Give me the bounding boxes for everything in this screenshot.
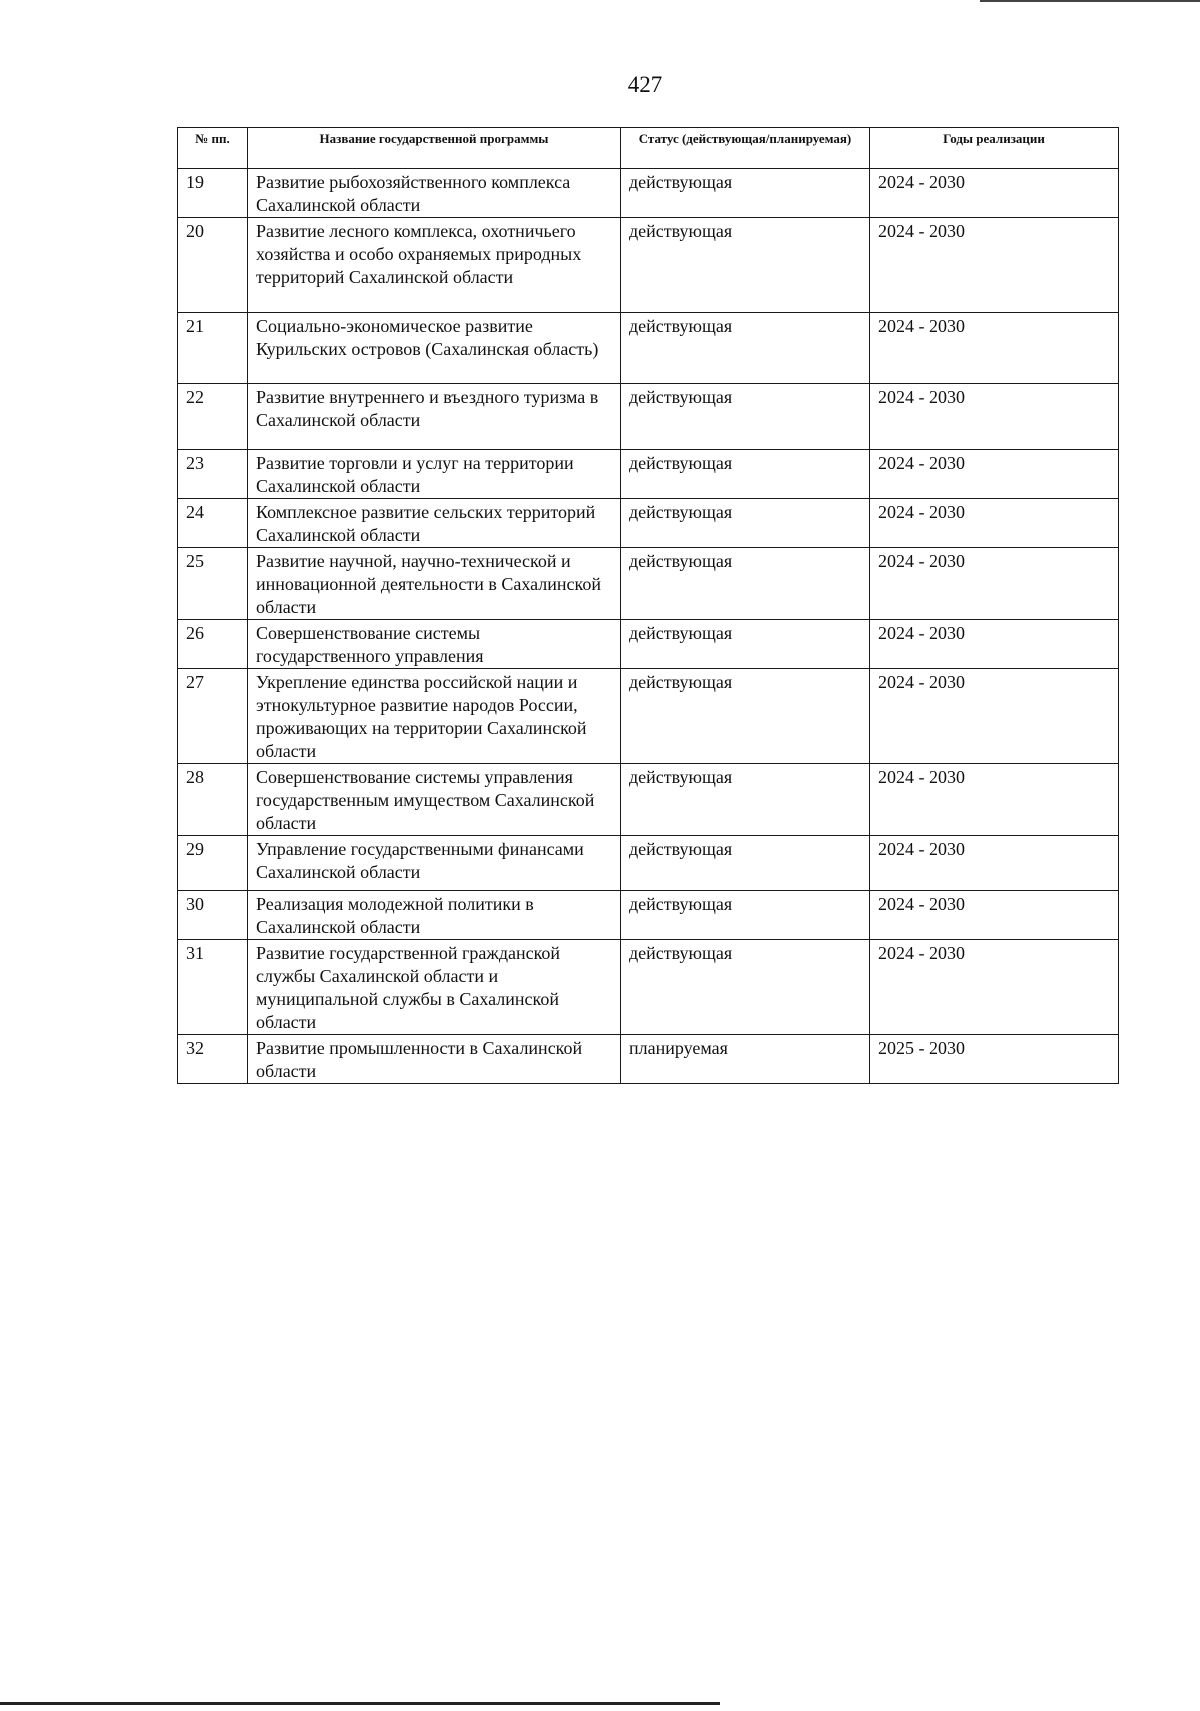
table-row: [178, 1035, 1119, 1084]
row-years: 2024 - 2030: [870, 169, 1119, 218]
row-status: действующая: [621, 169, 870, 218]
scan-edge-line-top: [980, 0, 1200, 2]
row-years: 2024 - 2030: [870, 836, 1119, 891]
table-row: [178, 384, 1119, 450]
table-row: [178, 548, 1119, 620]
row-status: действующая: [621, 499, 870, 548]
row-name: Развитие лесного комплекса, охотничьего хозяйства и особо охраняемых природных территорий Сахалинской области: [248, 218, 621, 313]
row-years: 2024 - 2030: [870, 940, 1119, 1035]
header-status: Статус (действующая/планируемая): [621, 128, 870, 169]
table-row: [178, 218, 1119, 313]
row-num: 24: [178, 499, 248, 548]
row-status: действующая: [621, 891, 870, 940]
row-num: 28: [178, 764, 248, 836]
row-years: 2024 - 2030: [870, 669, 1119, 764]
table-row: [178, 836, 1119, 891]
table-row: [178, 169, 1119, 218]
row-name: Совершенствование системы государственного управления: [248, 620, 621, 669]
table-row: [178, 313, 1119, 384]
row-status: действующая: [621, 764, 870, 836]
row-status: действующая: [621, 940, 870, 1035]
row-name: Развитие промышленности в Сахалинской области: [248, 1035, 621, 1084]
row-name: Развитие рыбохозяйственного комплекса Сахалинской области: [248, 169, 621, 218]
table-row: [178, 669, 1119, 764]
row-years: 2024 - 2030: [870, 384, 1119, 450]
header-num: № пп.: [178, 128, 248, 169]
row-years: 2024 - 2030: [870, 313, 1119, 384]
row-num: 20: [178, 218, 248, 313]
header-years: Годы реализации: [870, 128, 1119, 169]
row-status: действующая: [621, 620, 870, 669]
table-row: [178, 620, 1119, 669]
row-status: действующая: [621, 313, 870, 384]
row-name: Развитие научной, научно-технической и инновационной деятельности в Сахалинской области: [248, 548, 621, 620]
page-number: 427: [627, 72, 663, 97]
row-status: действующая: [621, 450, 870, 499]
row-years: 2024 - 2030: [870, 218, 1119, 313]
row-years: 2024 - 2030: [870, 548, 1119, 620]
row-years: 2025 - 2030: [870, 1035, 1119, 1084]
table-row: [178, 499, 1119, 548]
row-num: 26: [178, 620, 248, 669]
row-name: Комплексное развитие сельских территорий Сахалинской области: [248, 499, 621, 548]
header-name: Название государственной программы: [248, 128, 621, 169]
row-name: Реализация молодежной политики в Сахалинской области: [248, 891, 621, 940]
row-num: 30: [178, 891, 248, 940]
table-row: [178, 450, 1119, 499]
row-num: 31: [178, 940, 248, 1035]
row-status: действующая: [621, 384, 870, 450]
row-years: 2024 - 2030: [870, 891, 1119, 940]
row-status: действующая: [621, 548, 870, 620]
table-header-row: [178, 128, 1119, 169]
row-status: действующая: [621, 836, 870, 891]
row-name: Развитие внутреннего и въездного туризма в Сахалинской области: [248, 384, 621, 450]
row-name: Развитие торговли и услуг на территории Сахалинской области: [248, 450, 621, 499]
row-num: 25: [178, 548, 248, 620]
row-num: 19: [178, 169, 248, 218]
row-status: действующая: [621, 669, 870, 764]
row-num: 29: [178, 836, 248, 891]
row-num: 27: [178, 669, 248, 764]
row-name: Социально-экономическое развитие Курильских островов (Сахалинская область): [248, 313, 621, 384]
scan-edge-line-bottom: [0, 1702, 720, 1705]
row-years: 2024 - 2030: [870, 450, 1119, 499]
row-name: Управление государственными финансами Сахалинской области: [248, 836, 621, 891]
row-name: Укрепление единства российской нации и этнокультурное развитие народов России, проживающих на территории Сахалинской области: [248, 669, 621, 764]
table-row: [178, 764, 1119, 836]
row-name: Совершенствование системы управления государственным имуществом Сахалинской области: [248, 764, 621, 836]
row-status: планируемая: [621, 1035, 870, 1084]
row-years: 2024 - 2030: [870, 620, 1119, 669]
table-row: [178, 891, 1119, 940]
row-years: 2024 - 2030: [870, 499, 1119, 548]
row-name: Развитие государственной гражданской службы Сахалинской области и муниципальной службы в Сахалинской области: [248, 940, 621, 1035]
row-years: 2024 - 2030: [870, 764, 1119, 836]
row-num: 22: [178, 384, 248, 450]
table-row: [178, 940, 1119, 1035]
row-num: 21: [178, 313, 248, 384]
programs-table: [177, 127, 1119, 1084]
row-num: 32: [178, 1035, 248, 1084]
row-status: действующая: [621, 218, 870, 313]
row-num: 23: [178, 450, 248, 499]
